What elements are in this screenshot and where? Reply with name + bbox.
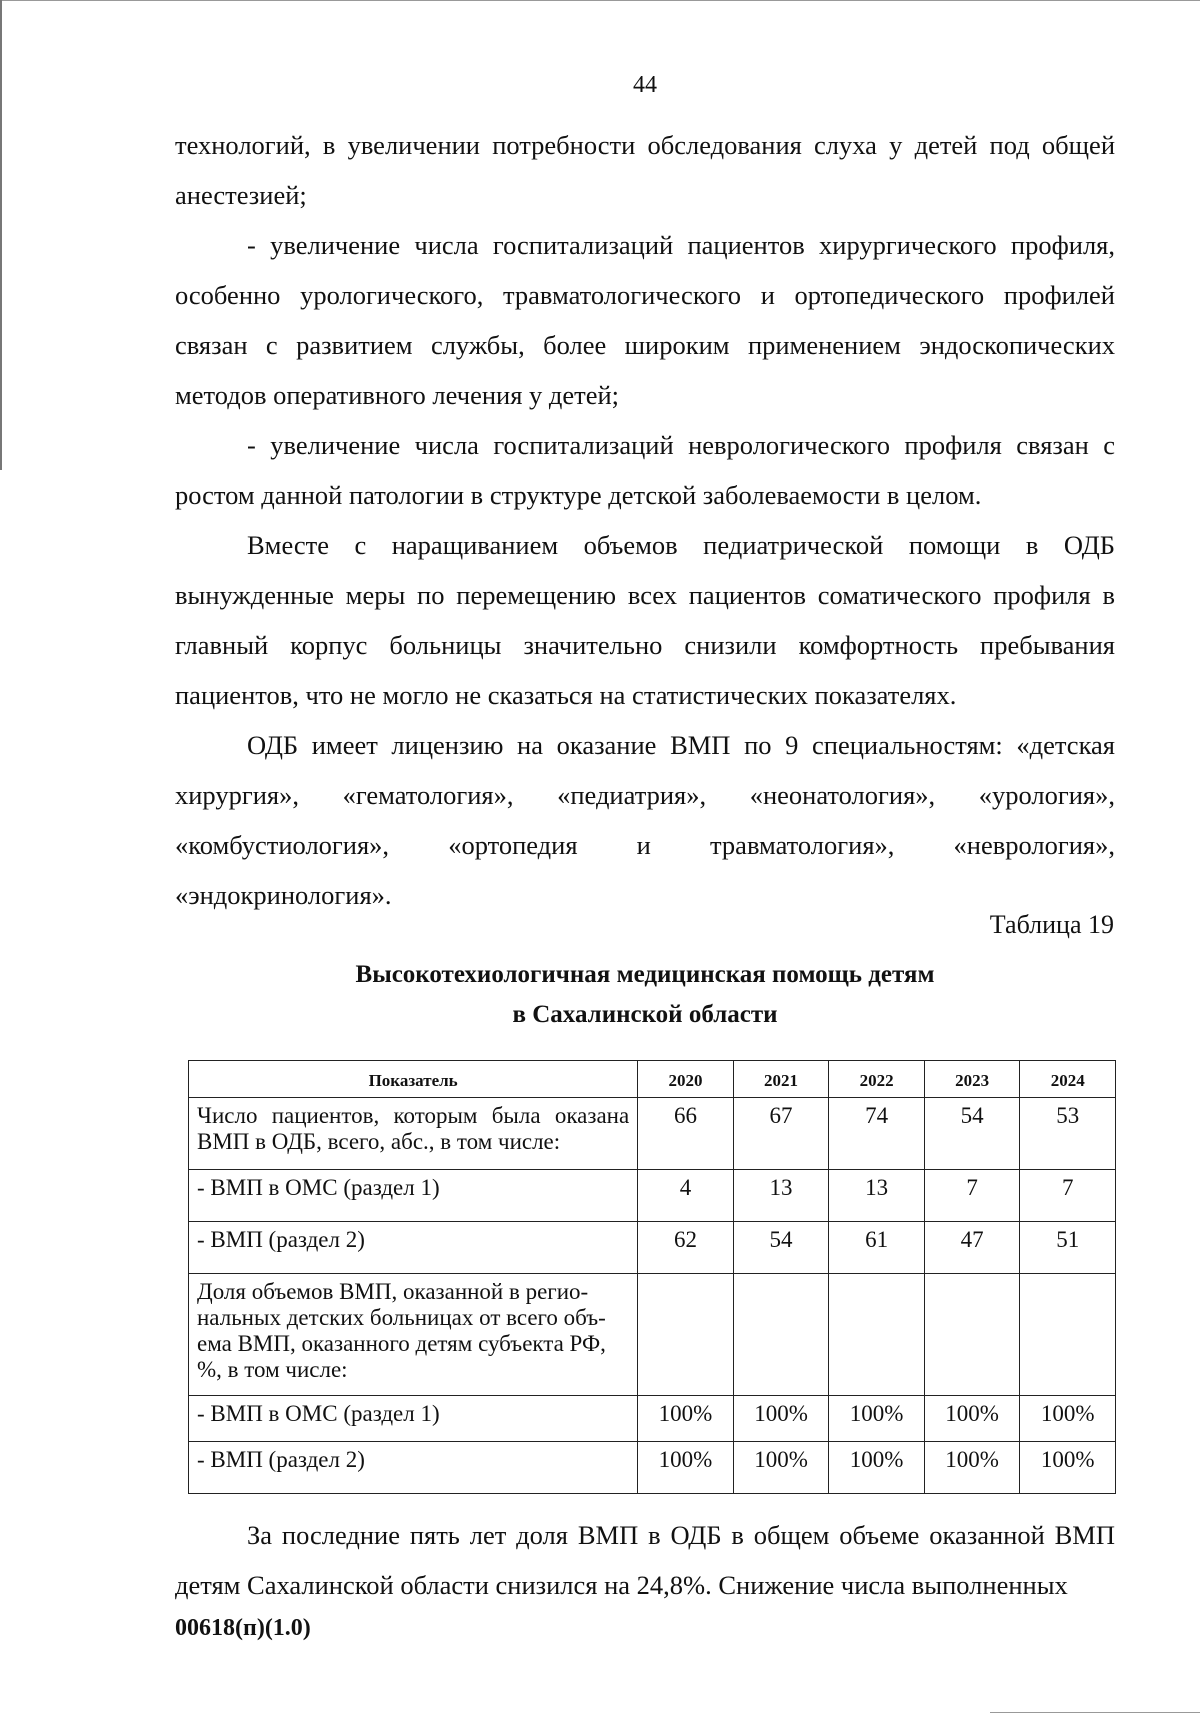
scan-edge-left: [0, 0, 2, 470]
cell-value: 100%: [733, 1442, 829, 1494]
row-label: - ВМП (раздел 2): [189, 1222, 638, 1274]
paragraph-continuation: технологий, в увеличении потребности обследования слуха у детей под общей анестезией;: [175, 130, 1115, 210]
table-row: [189, 1170, 1116, 1222]
row-label: Число пациентов, которым была оказана ВМП в ОДБ, всего, абс., в том числе:: [189, 1098, 638, 1170]
cell-value: [924, 1274, 1020, 1396]
cell-value: 100%: [924, 1396, 1020, 1442]
cell-value: [733, 1274, 829, 1396]
cell-value: 100%: [829, 1442, 925, 1494]
paragraph-hmp-share: За последние пять лет доля ВМП в ОДБ в общем объеме оказанной ВМП детям Сахалинской области снизился на 24,8%. Снижение числа выполненных: [175, 1520, 1115, 1600]
cell-value: 13: [829, 1170, 925, 1222]
table-row: [189, 1396, 1116, 1442]
table-row: [189, 1098, 1116, 1170]
cell-value: 51: [1020, 1222, 1116, 1274]
cell-value: 67: [733, 1098, 829, 1170]
paragraph-surgical-profile: - увеличение числа госпитализаций пациентов хирургического профиля, особенно урологического, травматологического и ортопедического профилей связан с развитием службы, более широким применением эндоскопических методов оперативного лечения у детей;: [175, 230, 1115, 410]
cell-value: [829, 1274, 925, 1396]
scan-edge-bottom: [990, 1712, 1200, 1713]
header-year-2024: 2024: [1020, 1061, 1116, 1098]
table-title-line-1: Высокотехиологичная медицинская помощь детям: [355, 961, 935, 988]
cell-value: 54: [733, 1222, 829, 1274]
cell-value: 66: [638, 1098, 734, 1170]
cell-value: 61: [829, 1222, 925, 1274]
cell-value: 7: [1020, 1170, 1116, 1222]
document-code: 00618(п)(1.0): [175, 1615, 311, 1641]
row-label: - ВМП в ОМС (раздел 1): [189, 1396, 638, 1442]
cell-value: 53: [1020, 1098, 1116, 1170]
cell-value: 100%: [829, 1396, 925, 1442]
table-row: [189, 1442, 1116, 1494]
header-year-2020: 2020: [638, 1061, 734, 1098]
header-year-2022: 2022: [829, 1061, 925, 1098]
scan-edge-top: [0, 0, 1200, 1]
cell-value: [638, 1274, 734, 1396]
row-label: - ВМП (раздел 2): [189, 1442, 638, 1494]
cell-value: 7: [924, 1170, 1020, 1222]
table-title: [175, 955, 1115, 1035]
cell-value: 100%: [1020, 1442, 1116, 1494]
page-number: 44: [633, 72, 657, 98]
cell-value: 100%: [733, 1396, 829, 1442]
header-year-2023: 2023: [924, 1061, 1020, 1098]
table-label: Таблица 19: [989, 910, 1114, 939]
cell-value: 62: [638, 1222, 734, 1274]
cell-value: 13: [733, 1170, 829, 1222]
body-text-top: [175, 120, 1115, 920]
body-text-bottom: [175, 1510, 1115, 1610]
header-indicator: Показатель: [189, 1061, 638, 1098]
table-title-line-2: в Сахалинской области: [512, 1001, 778, 1028]
paragraph-neurological-profile: - увеличение числа госпитализаций неврологического профиля связан с ростом данной патологии в структуре детской заболеваемости в целом.: [175, 430, 1115, 510]
cell-value: 54: [924, 1098, 1020, 1170]
cell-value: 100%: [1020, 1396, 1116, 1442]
cell-value: 100%: [638, 1396, 734, 1442]
cell-value: 47: [924, 1222, 1020, 1274]
paragraph-license: ОДБ имеет лицензию на оказание ВМП по 9 специальностям: «детская хирургия», «гематология», «педиатрия», «неонатология», «урология», «комбустиология», «ортопедия и травматология», «неврология», «эндокринология».: [175, 730, 1115, 910]
table-header-row: [189, 1061, 1116, 1098]
cell-value: [1020, 1274, 1116, 1396]
row-label: Доля объемов ВМП, оказанной в регио-нальных детских больницах от всего объ-ема ВМП, оказанного детям субъекта РФ, %, в том числе:: [189, 1274, 638, 1396]
cell-value: 100%: [638, 1442, 734, 1494]
paragraph-pediatric-volume: Вместе с наращиванием объемов педиатрической помощи в ОДБ вынужденные меры по перемещению всех пациентов соматического профиля в главный корпус больницы значительно снизили комфортность пребывания пациентов, что не могло не сказаться на статистических показателях.: [175, 530, 1115, 710]
hmp-table: [188, 1060, 1116, 1494]
cell-value: 4: [638, 1170, 734, 1222]
table-row: [189, 1274, 1116, 1396]
table-row: [189, 1222, 1116, 1274]
row-label: - ВМП в ОМС (раздел 1): [189, 1170, 638, 1222]
cell-value: 74: [829, 1098, 925, 1170]
cell-value: 100%: [924, 1442, 1020, 1494]
header-year-2021: 2021: [733, 1061, 829, 1098]
